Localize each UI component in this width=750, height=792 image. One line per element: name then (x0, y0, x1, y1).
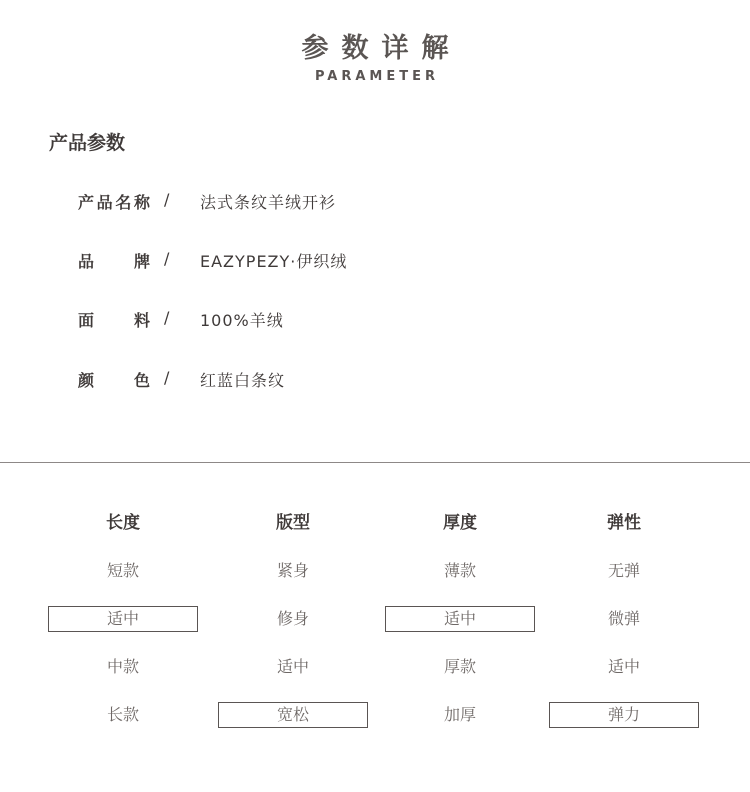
param-row (78, 249, 678, 275)
attribute-option-selected: 适中 (385, 606, 535, 632)
attribute-option: 中款 (106, 657, 139, 676)
attribute-option: 微弹 (607, 609, 640, 628)
attribute-heading: 长度 (106, 513, 140, 533)
attribute-option-selected: 弹力 (549, 702, 699, 728)
attribute-option: 紧身 (276, 561, 309, 580)
attribute-heading: 版型 (276, 513, 310, 533)
section-divider (0, 462, 750, 463)
param-separator: / (164, 190, 170, 209)
param-label: 产 品 名 称 (78, 193, 150, 212)
product-params-heading: 产品参数 (49, 132, 126, 154)
attribute-option: 短款 (106, 561, 139, 580)
param-value: 100%羊绒 (200, 311, 284, 330)
attribute-column (48, 510, 198, 724)
param-value: 法式条纹羊绒开衫 (200, 193, 337, 212)
param-label: 颜 色 (78, 371, 150, 390)
attribute-option: 加厚 (443, 705, 476, 724)
attribute-option: 修身 (276, 609, 309, 628)
attribute-option: 薄款 (443, 561, 476, 580)
attribute-heading: 厚度 (443, 513, 477, 533)
param-separator: / (164, 249, 170, 268)
param-row (78, 368, 678, 394)
attribute-option: 无弹 (607, 561, 640, 580)
attribute-option: 适中 (276, 657, 309, 676)
attribute-column (549, 510, 699, 724)
param-value: 红蓝白条纹 (200, 371, 286, 390)
param-row (78, 308, 678, 334)
param-label: 面 料 (78, 311, 150, 330)
attribute-option: 长款 (106, 705, 139, 724)
attribute-option: 适中 (607, 657, 640, 676)
attribute-heading: 弹性 (607, 513, 641, 533)
param-separator: / (164, 308, 170, 327)
page-title: 参数详解 (301, 33, 462, 64)
param-row (78, 190, 678, 216)
param-value: EAZYPEZY·伊织绒 (200, 252, 348, 271)
param-label: 品 牌 (78, 252, 150, 271)
attribute-option-selected: 适中 (48, 606, 198, 632)
attribute-column (218, 510, 368, 724)
param-separator: / (164, 368, 170, 387)
page-subtitle: PARAMETER (314, 69, 440, 84)
attribute-column (385, 510, 535, 724)
attribute-option: 厚款 (443, 657, 476, 676)
attribute-option-selected: 宽松 (218, 702, 368, 728)
